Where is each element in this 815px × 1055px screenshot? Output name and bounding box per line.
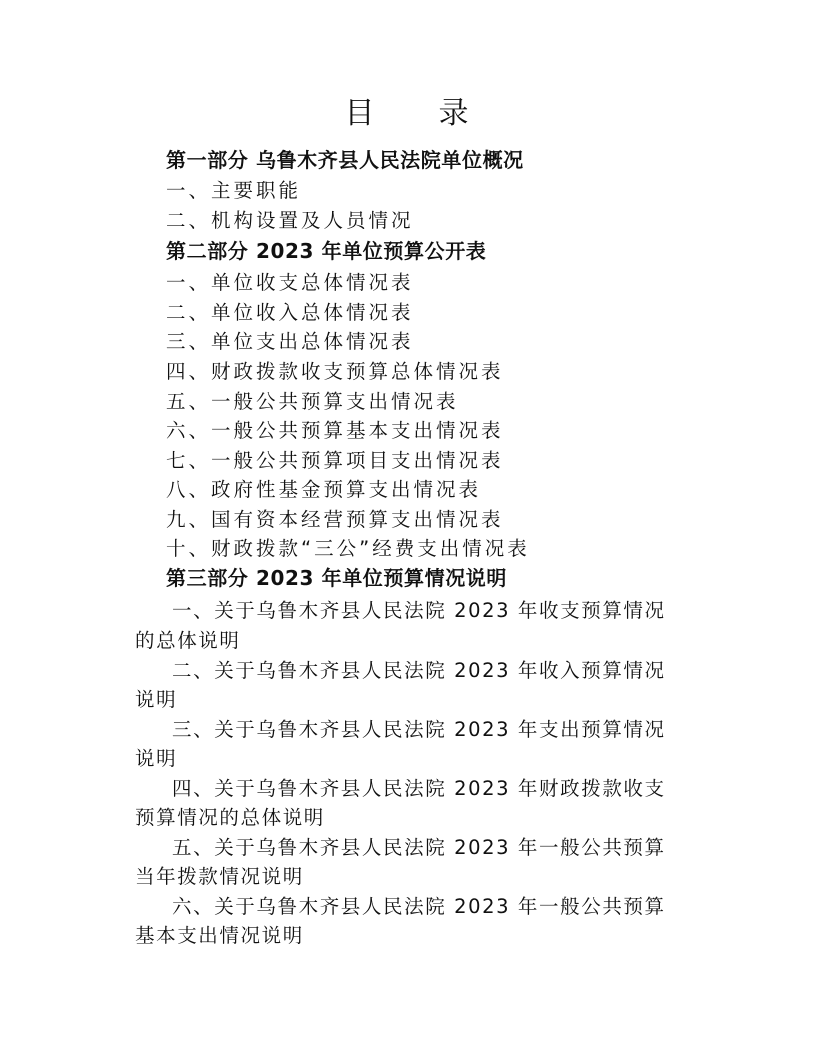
toc-part3-heading: 第三部分 2023 年单位预算情况说明 bbox=[166, 566, 507, 590]
toc-part2-item: 八、政府性基金预算支出情况表 bbox=[166, 478, 482, 501]
toc-part2-item: 二、单位收入总体情况表 bbox=[166, 301, 414, 324]
toc-part3-item-line2: 说明 bbox=[135, 688, 178, 711]
toc-part2-item: 六、一般公共预算基本支出情况表 bbox=[166, 419, 504, 442]
toc-part3-item-line1: 二、关于乌鲁木齐县人民法院 2023 年收入预算情况 bbox=[172, 659, 666, 682]
toc-part2-item: 三、单位支出总体情况表 bbox=[166, 330, 414, 353]
toc-part2-item: 九、国有资本经营预算支出情况表 bbox=[166, 508, 504, 531]
toc-part3-item-line2: 的总体说明 bbox=[135, 629, 241, 652]
page-title bbox=[0, 94, 815, 134]
toc-part3-item-line2: 基本支出情况说明 bbox=[135, 924, 304, 947]
toc-part1-heading: 第一部分 乌鲁木齐县人民法院单位概况 bbox=[166, 148, 524, 172]
toc-part2-item: 十、财政拨款“三公”经费支出情况表 bbox=[166, 537, 530, 560]
toc-part3-item-line2: 预算情况的总体说明 bbox=[135, 806, 325, 829]
toc-part3-item-line1: 五、关于乌鲁木齐县人民法院 2023 年一般公共预算 bbox=[172, 836, 666, 859]
toc-part3-item-line1: 四、关于乌鲁木齐县人民法院 2023 年财政拨款收支 bbox=[172, 777, 666, 800]
toc-part2-item: 一、单位收支总体情况表 bbox=[166, 271, 414, 294]
toc-part3-item-line2: 说明 bbox=[135, 747, 178, 770]
toc-part2-item: 四、财政拨款收支预算总体情况表 bbox=[166, 360, 504, 383]
page-title-left: 目 bbox=[344, 96, 377, 131]
toc-part1-item: 一、主要职能 bbox=[166, 179, 302, 202]
toc-part3-item-line1: 六、关于乌鲁木齐县人民法院 2023 年一般公共预算 bbox=[172, 895, 666, 918]
toc-part3-item-line2: 当年拨款情况说明 bbox=[135, 865, 304, 888]
toc-part2-item: 五、一般公共预算支出情况表 bbox=[166, 390, 459, 413]
toc-part3-item-line1: 三、关于乌鲁木齐县人民法院 2023 年支出预算情况 bbox=[172, 718, 666, 741]
page-title-right: 录 bbox=[438, 96, 471, 131]
toc-part2-item: 七、一般公共预算项目支出情况表 bbox=[166, 449, 504, 472]
toc-part1-item: 二、机构设置及人员情况 bbox=[166, 209, 414, 232]
toc-part2-heading: 第二部分 2023 年单位预算公开表 bbox=[166, 239, 487, 263]
toc-part3-item-line1: 一、关于乌鲁木齐县人民法院 2023 年收支预算情况 bbox=[172, 599, 666, 622]
